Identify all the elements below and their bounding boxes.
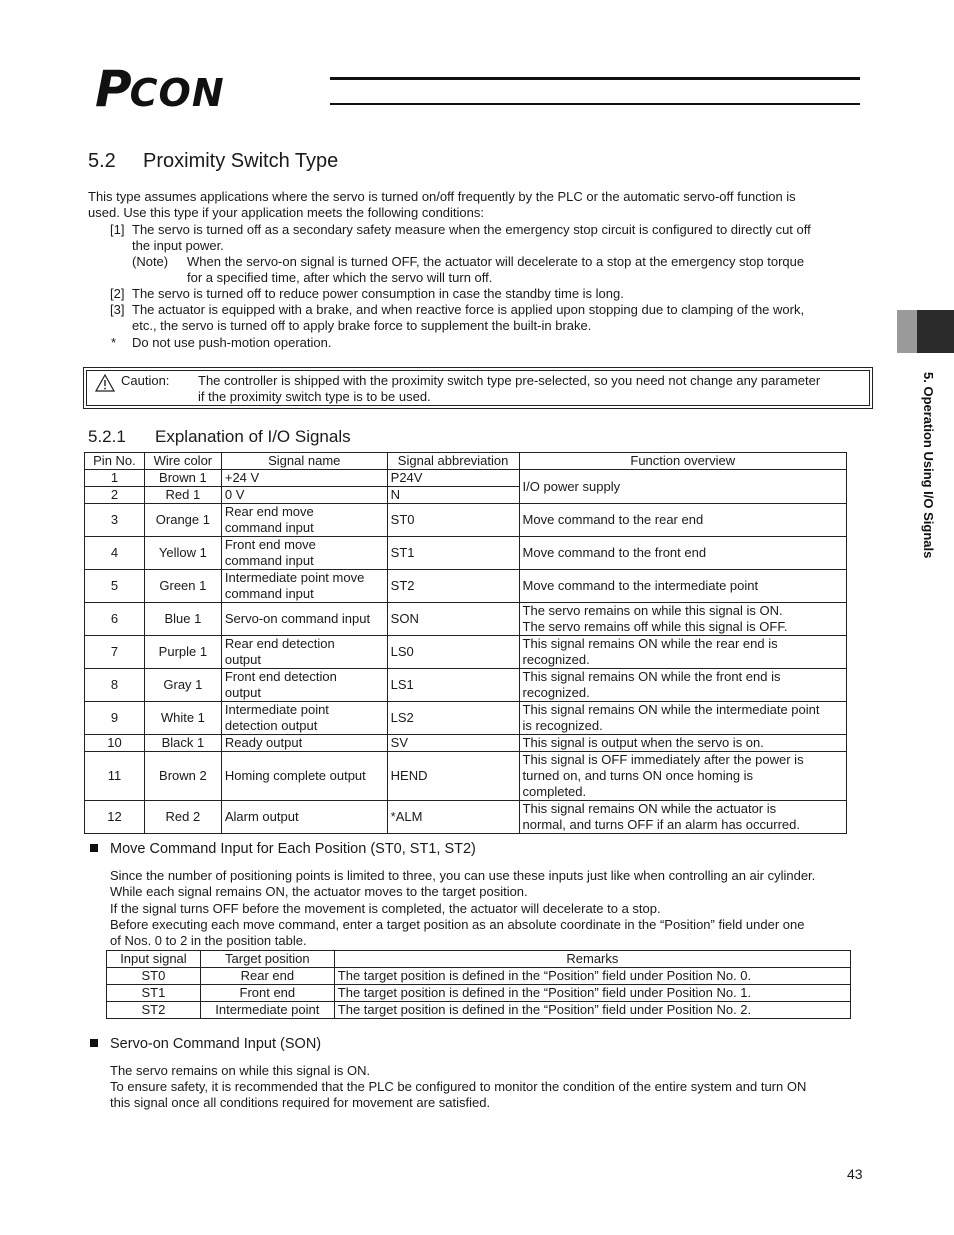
abbr-cell: N [387, 487, 519, 504]
pin-cell: 9 [85, 702, 145, 735]
item-3-line-1: The actuator is equipped with a brake, and when reactive force is applied upon stopping due to clamping of the work, [132, 302, 805, 317]
item-mark-2: [2] [110, 286, 125, 301]
signal-name-cell: Front end detection output [221, 669, 387, 702]
wire-cell: Orange 1 [144, 504, 221, 537]
remarks-cell: The target position is defined in the “Position” field under Position No. 1. [334, 985, 850, 1002]
side-tab-dark [917, 310, 954, 353]
table-row [85, 801, 847, 834]
pin-cell: 1 [85, 470, 145, 487]
function-cell: Move command to the front end [519, 537, 846, 570]
input-signal-cell: ST2 [107, 1002, 201, 1019]
function-cell: Move command to the rear end [519, 504, 846, 537]
table-row [85, 702, 847, 735]
col-header-wire: Wire color [144, 453, 221, 470]
abbr-cell: SV [387, 735, 519, 752]
wire-cell: Brown 2 [144, 752, 221, 801]
target-position-cell: Rear end [200, 968, 334, 985]
col-header-remarks: Remarks [334, 951, 850, 968]
signal-name-cell: Ready output [221, 735, 387, 752]
table-row [85, 735, 847, 752]
abbr-cell: P24V [387, 470, 519, 487]
input-signal-cell: ST0 [107, 968, 201, 985]
abbr-cell: LS0 [387, 636, 519, 669]
signal-name-cell: Homing complete output [221, 752, 387, 801]
wire-cell: Red 2 [144, 801, 221, 834]
wire-cell: Brown 1 [144, 470, 221, 487]
signal-name-cell: Servo-on command input [221, 603, 387, 636]
pin-cell: 6 [85, 603, 145, 636]
wire-cell: Red 1 [144, 487, 221, 504]
servo-on-heading: Servo-on Command Input (SON) [90, 1036, 321, 1052]
io-signal-table [84, 452, 847, 834]
caution-line-1: The controller is shipped with the proximity switch type pre-selected, so you need not change any parameter [198, 373, 821, 388]
pin-cell: 10 [85, 735, 145, 752]
abbr-cell: LS2 [387, 702, 519, 735]
side-tab-light [897, 310, 917, 353]
abbr-cell: SON [387, 603, 519, 636]
move-cmd-line-5: of Nos. 0 to 2 in the position table. [110, 933, 307, 948]
pin-cell: 4 [85, 537, 145, 570]
function-cell: This signal is OFF immediately after the power is turned on, and turns ON once homing is completed. [519, 752, 846, 801]
item-mark-star: * [111, 335, 117, 350]
wire-cell: Purple 1 [144, 636, 221, 669]
table-row [85, 537, 847, 570]
col-header-input: Input signal [107, 951, 201, 968]
move-cmd-line-3: If the signal turns OFF before the movement is completed, the actuator will decelerate to a stop. [110, 901, 661, 916]
abbr-cell: ST1 [387, 537, 519, 570]
abbr-cell: HEND [387, 752, 519, 801]
abbr-cell: ST0 [387, 504, 519, 537]
move-cmd-line-4: Before executing each move command, enter a target position as an absolute coordinate in the “Position” field under one [110, 917, 805, 932]
table-header-row [107, 951, 851, 968]
note-label: (Note) [132, 254, 169, 269]
servo-on-line-2: To ensure safety, it is recommended that the PLC be configured to monitor the condition of the entire system and turn ON [110, 1079, 807, 1094]
pin-cell: 11 [85, 752, 145, 801]
function-cell: This signal remains ON while the actuator is normal, and turns OFF if an alarm has occurred. [519, 801, 846, 834]
page-number: 43 [847, 1166, 863, 1182]
function-cell: This signal remains ON while the intermediate point is recognized. [519, 702, 846, 735]
table-row [107, 968, 851, 985]
item-mark-1: [1] [110, 222, 125, 237]
pin-cell: 8 [85, 669, 145, 702]
target-position-cell: Intermediate point [200, 1002, 334, 1019]
table-row [85, 504, 847, 537]
square-bullet-icon [90, 844, 98, 852]
remarks-cell: The target position is defined in the “Position” field under Position No. 2. [334, 1002, 850, 1019]
signal-name-cell: Front end move command input [221, 537, 387, 570]
function-cell: I/O power supply [519, 470, 846, 504]
table-row [85, 470, 847, 487]
pin-cell: 5 [85, 570, 145, 603]
col-header-pin: Pin No. [85, 453, 145, 470]
signal-name-cell: Rear end detection output [221, 636, 387, 669]
square-bullet-icon [90, 1039, 98, 1047]
wire-cell: White 1 [144, 702, 221, 735]
table-row [107, 1002, 851, 1019]
table-row [85, 570, 847, 603]
item-mark-3: [3] [110, 302, 125, 317]
target-position-cell: Front end [200, 985, 334, 1002]
table-row [85, 636, 847, 669]
table-row [85, 669, 847, 702]
function-cell: This signal is output when the servo is on. [519, 735, 846, 752]
signal-name-cell: Intermediate point move command input [221, 570, 387, 603]
col-header-abbr: Signal abbreviation [387, 453, 519, 470]
remarks-cell: The target position is defined in the “Position” field under Position No. 0. [334, 968, 850, 985]
header-rule-top [330, 77, 860, 80]
input-signal-cell: ST1 [107, 985, 201, 1002]
function-cell: This signal remains ON while the rear end is recognized. [519, 636, 846, 669]
item-3-line-2: etc., the servo is turned off to apply brake force to supplement the built-in brake. [132, 318, 592, 333]
pin-cell: 7 [85, 636, 145, 669]
wire-cell: Yellow 1 [144, 537, 221, 570]
col-header-name: Signal name [221, 453, 387, 470]
abbr-cell: LS1 [387, 669, 519, 702]
side-tab-label: 5. Operation Using I/O Signals [921, 372, 936, 559]
signal-name-cell: Alarm output [221, 801, 387, 834]
wire-cell: Blue 1 [144, 603, 221, 636]
function-cell: The servo remains on while this signal is ON. The servo remains off while this signal is OFF. [519, 603, 846, 636]
header-rule-bottom [330, 103, 860, 105]
abbr-cell: *ALM [387, 801, 519, 834]
pcon-logo: PCON [95, 60, 225, 118]
col-header-func: Function overview [519, 453, 846, 470]
move-cmd-line-2: While each signal remains ON, the actuator moves to the target position. [110, 884, 528, 899]
section-title: 5.2 Proximity Switch Type [88, 150, 339, 172]
servo-on-line-3: this signal once all conditions required for movement are satisfied. [110, 1095, 491, 1110]
pin-cell: 3 [85, 504, 145, 537]
table-header-row [85, 453, 847, 470]
servo-on-line-1: The servo remains on while this signal is ON. [110, 1063, 371, 1078]
move-cmd-line-1: Since the number of positioning points is limited to three, you can use these inputs just like when controlling an air cylinder. [110, 868, 816, 883]
target-position-table [106, 950, 851, 1019]
note-line-1: When the servo-on signal is turned OFF, the actuator will decelerate to a stop at the emergency stop torque [187, 254, 805, 269]
move-cmd-heading: Move Command Input for Each Position (ST0, ST1, ST2) [90, 841, 476, 857]
caution-box [83, 367, 873, 409]
function-cell: Move command to the intermediate point [519, 570, 846, 603]
signal-name-cell: Intermediate point detection output [221, 702, 387, 735]
function-cell: This signal remains ON while the front end is recognized. [519, 669, 846, 702]
abbr-cell: ST2 [387, 570, 519, 603]
table-row [107, 985, 851, 1002]
table-row [85, 603, 847, 636]
note-line-2: for a specified time, after which the servo will turn off. [187, 270, 493, 285]
pin-cell: 12 [85, 801, 145, 834]
caution-label: Caution: [121, 373, 170, 388]
caution-line-2: if the proximity switch type is to be used. [198, 389, 431, 404]
item-2-line-1: The servo is turned off to reduce power consumption in case the standby time is long. [132, 286, 624, 301]
warning-triangle-icon [95, 374, 115, 392]
intro-line-2: used. Use this type if your application meets the following conditions: [88, 205, 484, 220]
table-row [85, 752, 847, 801]
signal-name-cell: +24 V [221, 470, 387, 487]
wire-cell: Green 1 [144, 570, 221, 603]
wire-cell: Black 1 [144, 735, 221, 752]
signal-name-cell: 0 V [221, 487, 387, 504]
item-1-line-2: the input power. [132, 238, 224, 253]
subsection-title: 5.2.1 Explanation of I/O Signals [88, 427, 351, 446]
intro-line-1: This type assumes applications where the servo is turned on/off frequently by the PLC or the automatic servo-off function is [88, 189, 796, 204]
item-star-line-1: Do not use push-motion operation. [132, 335, 332, 350]
pin-cell: 2 [85, 487, 145, 504]
item-1-line-1: The servo is turned off as a secondary safety measure when the emergency stop circuit is configured to directly cut off [132, 222, 811, 237]
wire-cell: Gray 1 [144, 669, 221, 702]
col-header-target: Target position [200, 951, 334, 968]
signal-name-cell: Rear end move command input [221, 504, 387, 537]
